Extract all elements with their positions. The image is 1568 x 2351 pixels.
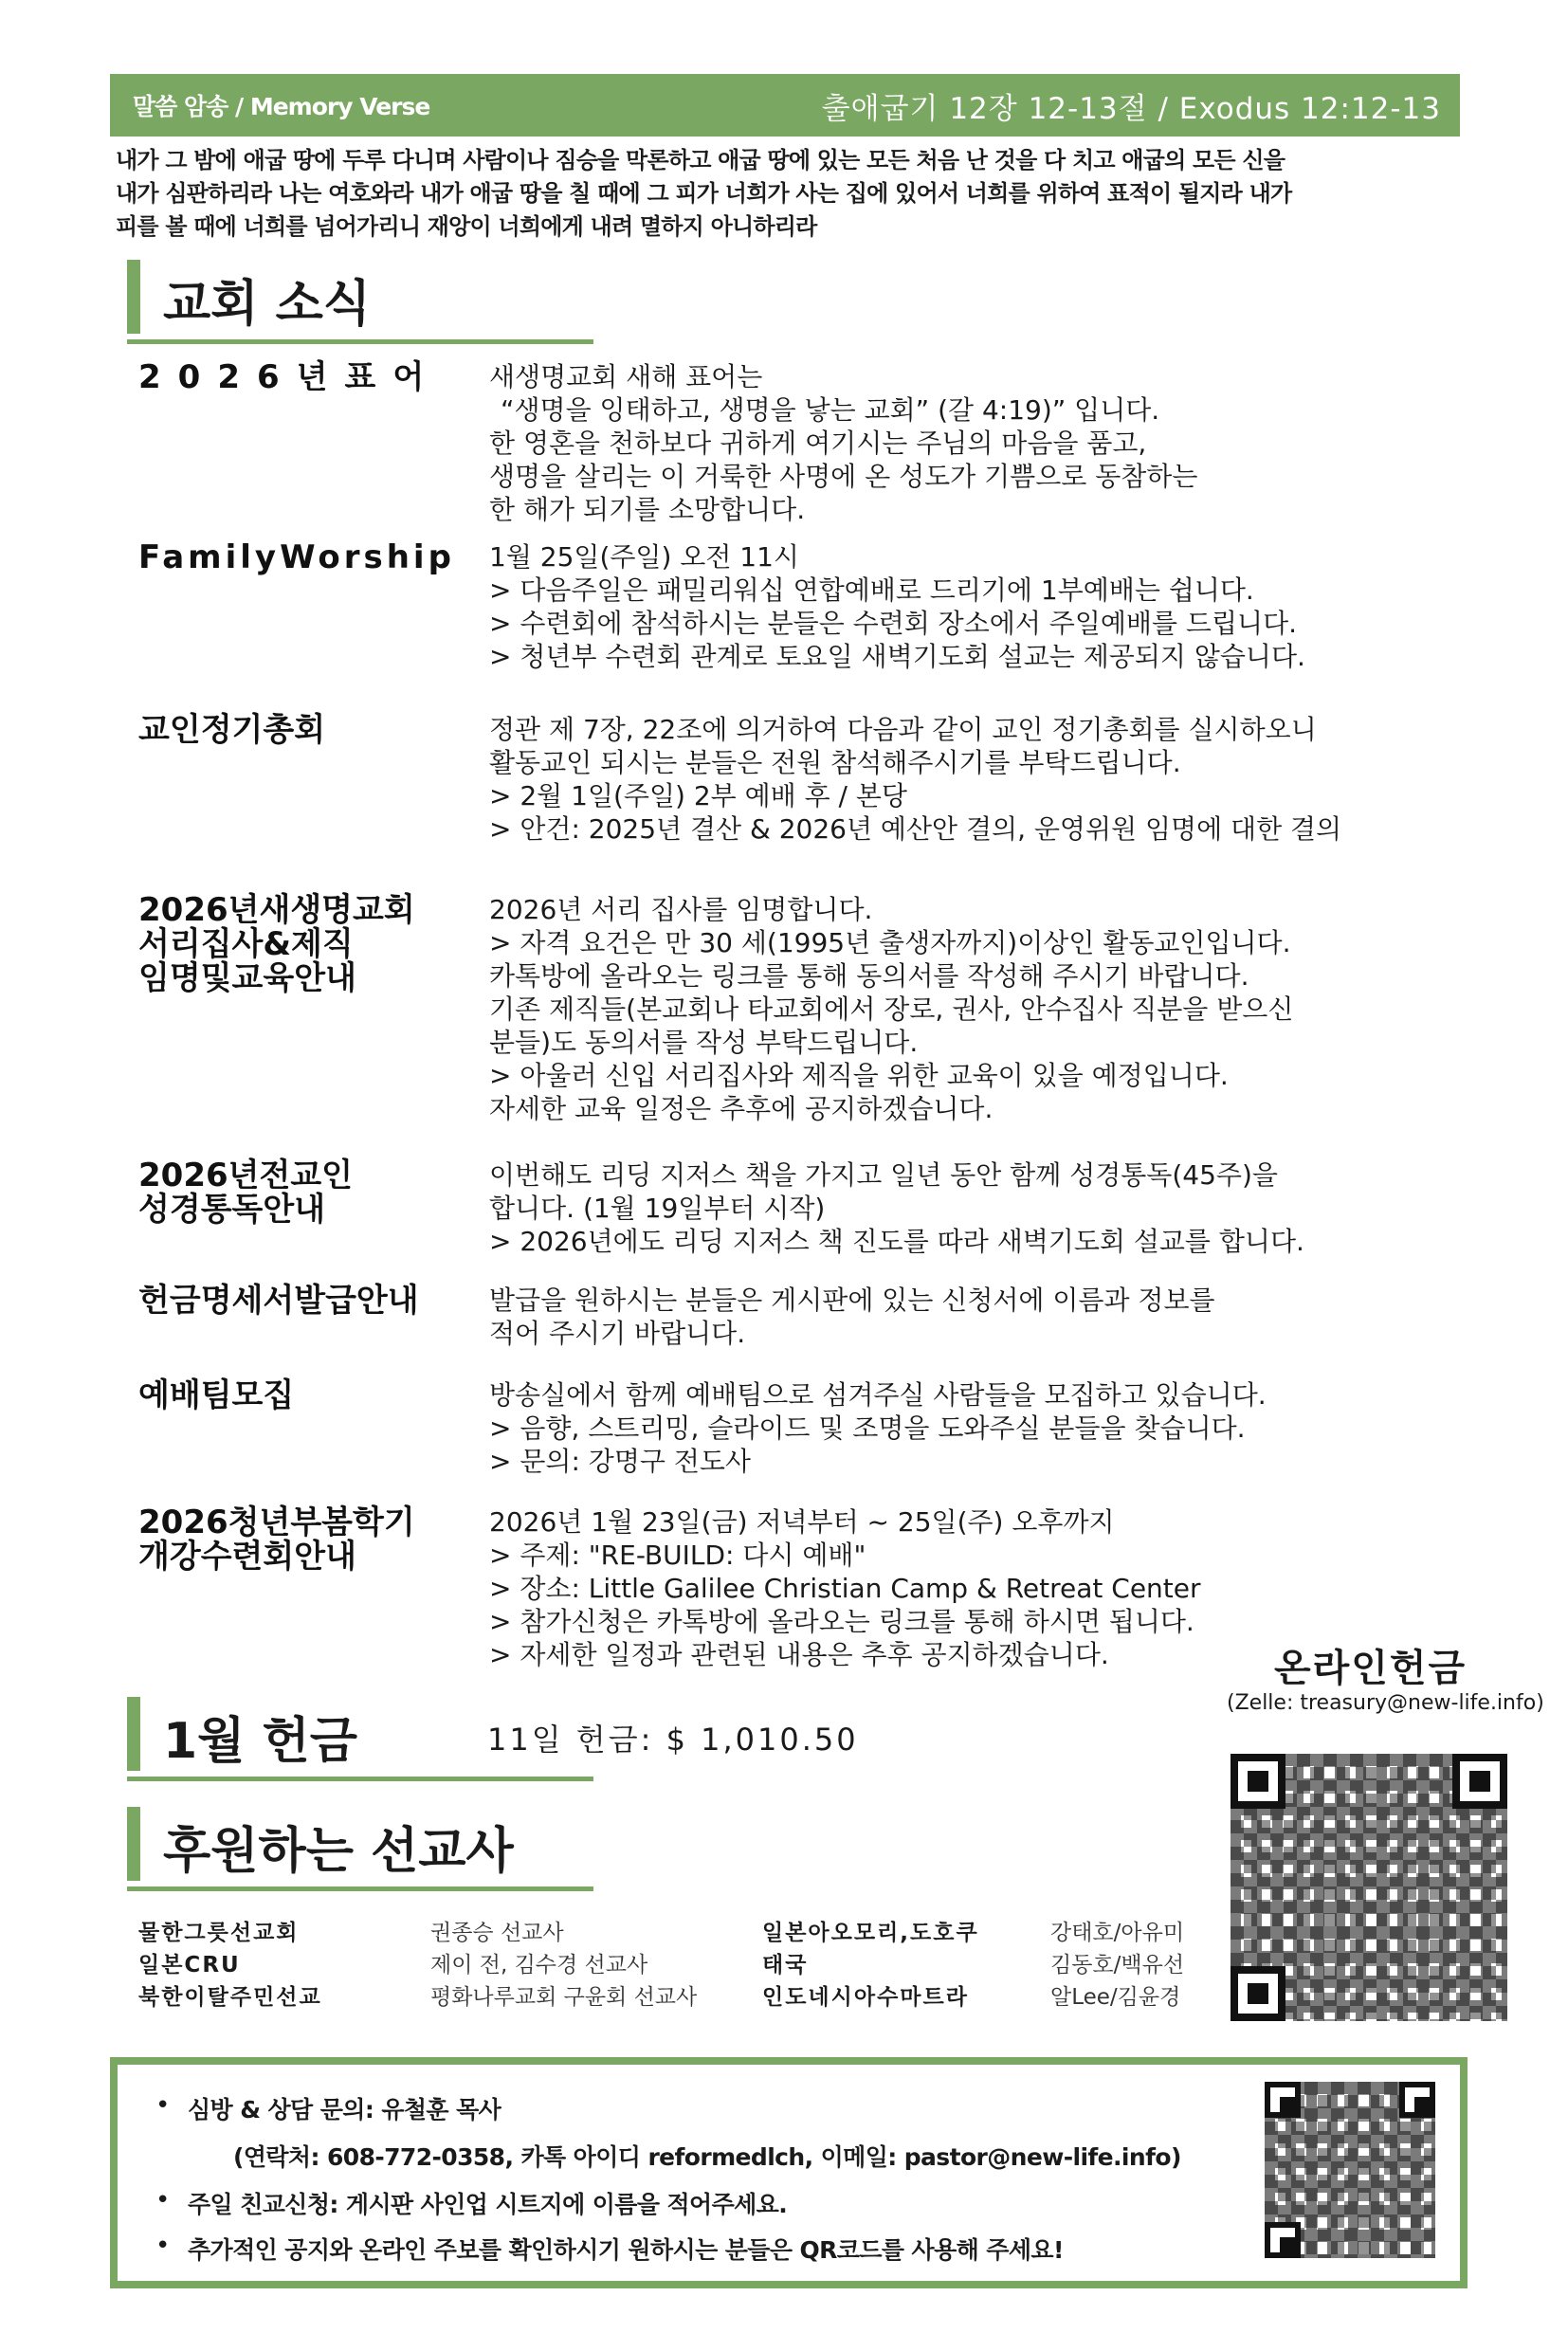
section-divider [127,1777,593,1781]
news-body: 2026년 1월 23일(금) 저녁부터 ~ 25일(주) 오후까지 > 주제: "RE-BUILD: 다시 예배" > 장소: Little Galilee Christian Camp & Retreat Center > 참가신청은 카톡방에 올라오는 링크를 통해 하시면 됩니다. > 자세한 일정과 관련된 내용은 추후 공지하겠습니다. [489,1506,1201,1670]
memory-verse-bar [110,74,1460,137]
online-giving-qr-code[interactable] [1231,1754,1507,2021]
missionaries-heading [127,1807,514,1881]
verse-line: 내가 그 밤에 애굽 땅에 두루 다니며 사람이나 짐승을 막론하고 애굽 땅에 있는 모든 처음 난 것을 다 치고 애굽의 모든 신을 [116,147,1285,173]
news-body: 정관 제 7장, 22조에 의거하여 다음과 같이 교인 정기총회를 실시하오니 활동교인 되시는 분들은 전원 참석해주시기를 부탁드립니다. > 2월 1일(주일) 2부 예배 후 / 본당 > 안건: 2025년 결산 & 2026년 예산안 결의, 운영위원 임명에 대한 결의 [489,714,1342,845]
offering-heading [127,1697,357,1771]
bulletin-qr-code[interactable] [1265,2082,1435,2258]
contact-details: (연락처: 608-772-0358, 카톡 아이디 reformedlch, 이메일: pastor@new-life.info) [233,2143,1181,2171]
online-bulletin-note: 추가적인 공지와 온라인 주보를 확인하시기 원하시는 분들은 QR코드를 사용해 주세요! [188,2236,1064,2264]
verse-line: 내가 심판하리라 나는 여호와라 내가 애굽 땅을 칠 때에 그 피가 너희가 사는 집에 있어서 너희를 위하여 표적이 될지라 내가 [116,180,1292,207]
news-body: 방송실에서 함께 예배팀으로 섬겨주실 사람들을 모집하고 있습니다. > 음향, 스트리밍, 슬라이드 및 조명을 도와주실 분들을 찾습니다. > 문의: 강명구 전도사 [489,1379,1267,1477]
news-label: 교인정기총회 [138,711,326,749]
zelle-address: (Zelle: treasury@new-life.info) [1227,1691,1544,1715]
news-label: 2026년새생명교회 서리집사&제직 임명및교육안내 [138,891,415,997]
news-label: 2026청년부봄학기 개강수련회안내 [138,1504,415,1576]
news-body: 새생명교회 새해 표어는 “생명을 잉태하고, 생명을 낳는 교회” (갈 4:19)” 입니다. 한 영혼을 천하보다 귀하게 여기시는 주님의 마음을 품고, 생명을 살리는 이 거룩한 사명에 온 성도가 기쁨으로 동참하는 한 해가 되기를 소망합니다. [489,361,1198,525]
news-body: 발급을 원하시는 분들은 게시판에 있는 신청서에 이름과 정보를 적어 주시기 바랍니다. [489,1285,1215,1349]
contact-pastor: 심방 & 상담 문의: 유철훈 목사 [188,2096,501,2123]
news-label: 예배팀모집 [138,1376,295,1414]
online-giving-title: 온라인헌금 [1274,1647,1468,1690]
memory-verse-label: 말씀 암송 / Memory Verse [133,93,430,120]
news-label: 2026년전교인 성경통독안내 [138,1157,354,1229]
news-label: FamilyWorship [138,538,455,576]
church-news-title: 교회 소식 [163,276,372,333]
offering-amount: 11일 헌금: $ 1,010.50 [487,1722,859,1758]
news-body: 이번해도 리딩 지저스 책을 가지고 일년 동안 함께 성경통독(45주)을 합니다. (1월 19일부터 시작) > 2026년에도 리딩 지저스 책 진도를 따라 새벽기도회 설교를 합니다. [489,1159,1304,1257]
church-news-heading [127,260,372,334]
news-label: 헌금명세서발급안내 [138,1282,419,1320]
news-label: 2026년표어 [138,358,442,396]
contact-info-box: • 심방 & 상담 문의: 유철훈 목사 (연락처: 608-772-0358, 카톡 아이디 reformedlch, 이메일: pastor@new-life.info) • 주일 친교신청: 게시판 사인업 시트지에 이름을 적어주세요. • 추가적인 공지와 온라인 주보를 확인하시기 원하시는 분들은 QR코드를 사용해 주세요! [110,2057,1468,2288]
section-divider [127,339,593,344]
offering-title: 1월 헌금 [163,1713,357,1770]
news-body: 2026년 서리 집사를 임명합니다. > 자격 요건은 만 30 세(1995년 출생자까지)이상인 활동교인입니다. 카톡방에 올라오는 링크를 통해 동의서를 작성해 주시기 바랍니다. 기존 제직들(본교회나 타교회에서 장로, 권사, 안수집사 직분을 받으신 분들)도 동의서를 작성 부탁드립니다. > 아울러 신입 서리집사와 제직을 위한 교육이 있을 예정입니다. 자세한 교육 일정은 추후에 공지하겠습니다. [489,894,1294,1124]
memory-verse-text [116,144,1471,244]
fellowship-signup: 주일 친교신청: 게시판 사인업 시트지에 이름을 적어주세요. [188,2191,788,2218]
news-body: 1월 25일(주일) 오전 11시 > 다음주일은 패밀리워십 연합예배로 드리기에 1부예배는 쉽니다. > 수련회에 참석하시는 분들은 수련회 장소에서 주일예배를 드립니다. > 청년부 수련회 관계로 토요일 새벽기도회 설교는 제공되지 않습니다. [489,541,1305,672]
section-divider [127,1886,593,1891]
verse-line: 피를 볼 때에 너희를 넘어가리니 재앙이 너희에게 내려 멸하지 아니하리라 [116,213,817,240]
missionaries-title: 후원하는 선교사 [163,1823,514,1880]
memory-verse-reference: 출애굽기 12장 12-13절 / Exodus 12:12-13 [821,91,1441,126]
